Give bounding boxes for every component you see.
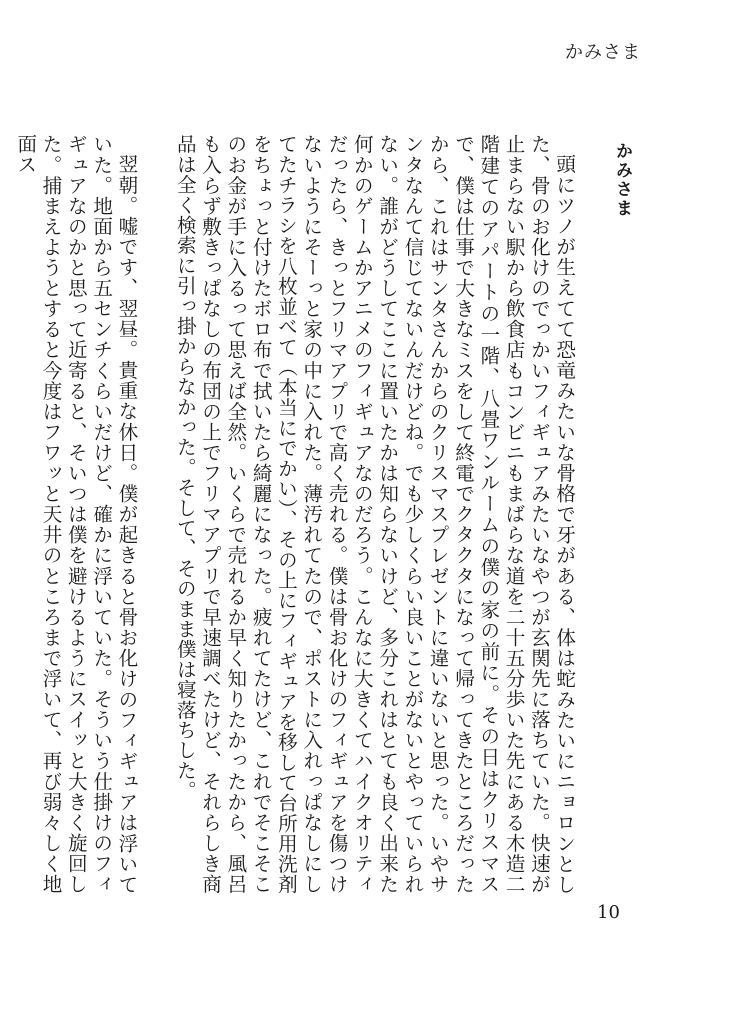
chapter-title: かみさま: [612, 142, 632, 218]
vertical-text-body: [12, 134, 634, 894]
running-header: かみさま: [565, 42, 641, 63]
paragraph-2: 翌朝。嘘です、翌昼。貴重な休日。僕が起きると骨お化けのフィギュアは浮いていた。地面から五センチくらいだけど、確かに浮いていた。そういう仕掛けのフィギュアなのかと思って近寄ると、そいつは僕を避けるようにスイッと大きく旋回した。捕まえようとすると今度はフワッと天井のところまで浮いて、再び弱々しく地面ス: [13, 134, 138, 894]
paragraph-1: 頭にツノが生えてて恐竜みたいな骨格で牙がある、体は蛇みたいにニョロンとした、骨のお化けのでっかいフィギュアみたいなやつが玄関先に落ちていた。快速が止まらない駅から飲食店もコンビニもまばらな道を二十五分歩いた先にある木造二階建てのアパートの一階、八畳ワンルームの僕の家の前に。その日はクリスマスで、僕は仕事で大きなミスをして終電でクタクタになって帰ってきたところだったから、これはサンタさんからのクリスマスプレゼントに違いないと思った。いやサンタなんて信じてないんだけどね。でも少しくらい良いことがないとやっていられない。誰がどうしてここに置いたかは知らないけど、多分これはとても良く出来た何かのゲームかアニメのフィギュアなのだろう。こんなに大きくてハイクオリティだったら、きっとフリマアプリで高く売れる。僕は骨お化けのフィギュアを傷つけないようにそーっと家の中に入れた。薄汚れてたので、ポストに入れっぱなしにしてたチラシを八枚並べて（本当にでかい）、その上にフィギュアを移して台所用洗剤をちょっと付けたボロ布で拭いたら綺麗になった。疲れてたけど、これでそこそこのお金が手に入るって思えば全然。いくらで売れるか早く知りたかったから、風呂も入らず敷きっぱなしの布団の上でフリマアプリで早速調べたけど、それらしき商品は全く検索に引っ掛からなかった。そして、そのまま僕は寝落ちした。: [173, 134, 576, 894]
page-number: 10: [597, 902, 620, 923]
